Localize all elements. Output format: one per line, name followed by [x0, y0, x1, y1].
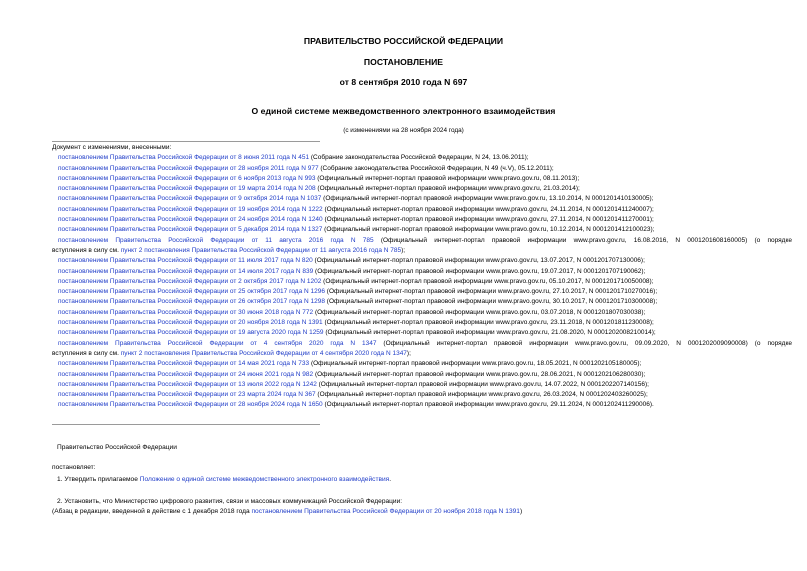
amendment-link[interactable]: постановлением Правительства Российской Федерации от 4 сентября 2020 года N 1347 — [58, 339, 377, 347]
amendment-item — [52, 390, 792, 400]
amendment-items — [52, 153, 792, 410]
item-2-note-link[interactable]: постановлением Правительства Российской Федерации от 20 ноября 2018 года N 1391 — [251, 508, 520, 515]
continuation-text: вступления в силу см. — [52, 349, 121, 357]
issuing-authority: ПРАВИТЕЛЬСТВО РОССИЙСКОЙ ФЕДЕРАЦИИ — [303, 36, 504, 46]
amendment-continuation — [52, 349, 792, 359]
amendment-link[interactable]: постановлением Правительства Российской Федерации от 28 ноября 2024 года N 1650 — [58, 401, 323, 409]
amendment-source: (Официальный интернет-портал правовой информации www.pravo.gov.ru, 27.10.2017, N 0001201710270016); — [324, 288, 658, 296]
amendment-link[interactable]: постановлением Правительства Российской Федерации от 14 мая 2021 года N 733 — [58, 360, 310, 368]
item-2-note-prefix: (Абзац в редакции, введенной в действие с 1 декабря 2018 года — [52, 508, 252, 515]
continuation-end: ); — [401, 246, 406, 254]
amendment-link[interactable]: постановлением Правительства Российской Федерации от 23 марта 2024 года N 367 — [58, 391, 316, 399]
amendment-source: (Официальный интернет-портал правовой информации www.pravo.gov.ru, 26.03.2024, N 0001202403260025); — [315, 391, 648, 399]
amendment-link[interactable]: постановлением Правительства Российской Федерации от 13 июля 2022 года N 1242 — [58, 380, 317, 388]
amendment-continuation — [52, 246, 792, 256]
top-divider — [52, 141, 320, 142]
continuation-end: ); — [406, 349, 411, 357]
amendment-source: (Собрание законодательства Российской Федерации, N 24, 13.06.2011); — [309, 154, 529, 162]
item-1 — [57, 476, 391, 483]
amendment-item — [52, 153, 792, 163]
amendment-link[interactable]: постановлением Правительства Российской Федерации от 19 ноября 2014 года N 1222 — [58, 205, 323, 213]
amendment-link[interactable]: постановлением Правительства Российской Федерации от 11 августа 2016 года N 785 — [58, 236, 374, 244]
amendment-source: (Официальный интернет-портал правовой информации www.pravo.gov.ru, 13.07.2017, N 0001201707130006); — [312, 257, 645, 265]
revision-note: (с изменениями на 28 ноября 2024 года) — [343, 127, 464, 134]
amendment-item — [52, 287, 792, 297]
amendment-source: (Собрание законодательства Российской Федерации, N 49 (ч.V), 05.12.2011); — [318, 164, 554, 172]
amendments-list — [52, 143, 792, 411]
amendment-item — [52, 215, 792, 225]
amendment-item — [52, 359, 792, 369]
amendment-link[interactable]: постановлением Правительства Российской Федерации от 5 декабря 2014 года N 1327 — [58, 226, 323, 234]
amendment-link[interactable]: постановлением Правительства Российской Федерации от 19 августа 2020 года N 1259 — [58, 329, 324, 337]
amendment-item — [52, 370, 792, 380]
amendment-link[interactable]: постановлением Правительства Российской Федерации от 19 марта 2014 года N 208 — [58, 185, 316, 193]
amendment-link[interactable]: постановлением Правительства Российской Федерации от 2 октября 2017 года N 1202 — [58, 277, 322, 285]
amendment-source: (Официальный интернет-портал правовой информации www.pravo.gov.ru, 21.03.2014); — [315, 185, 580, 193]
amendment-source: (Официальный интернет-портал правовой информации www.pravo.gov.ru, 08.11.2013); — [315, 174, 580, 182]
amendment-link[interactable]: постановлением Правительства Российской Федерации от 28 ноября 2011 года N 977 — [58, 164, 319, 172]
decides-line: постановляет: — [52, 464, 96, 471]
amendment-item — [52, 400, 792, 410]
amendment-item — [52, 339, 792, 349]
amendment-source: (Официальный интернет-портал правовой информации www.pravo.gov.ru, 13.10.2014, N 0001201410130005); — [321, 195, 654, 203]
amendment-item — [52, 267, 792, 277]
amendment-item — [52, 225, 792, 235]
amendment-item — [52, 194, 792, 204]
document-type: ПОСТАНОВЛЕНИЕ — [363, 57, 444, 67]
amendment-source: (Официальный интернет-портал правовой информации www.pravo.gov.ru, 30.10.2017, N 0001201710300008); — [324, 298, 658, 306]
amendment-source: (Официальный интернет-портал правовой информации www.pravo.gov.ru, 27.11.2014, N 0001201411270001); — [322, 216, 654, 224]
item-1-suffix: . — [389, 476, 392, 483]
amendment-item — [52, 297, 792, 307]
amendment-item — [52, 184, 792, 194]
bottom-divider — [52, 424, 320, 425]
amendment-link[interactable]: постановлением Правительства Российской Федерации от 11 июля 2017 года N 820 — [58, 257, 313, 265]
amendment-source: (Официальный интернет-портал правовой информации www.pravo.gov.ru, 14.07.2022, N 0001202207140156); — [316, 380, 649, 388]
amendment-source: (Официальный интернет-портал правовой информации www.pravo.gov.ru, 09.09.2020, N 0001202009090008) (о порядке — [376, 339, 792, 347]
amendment-item — [52, 174, 792, 184]
amendment-source: (Официальный интернет-портал правовой информации www.pravo.gov.ru, 24.11.2014, N 0001201411240007); — [322, 205, 654, 213]
continuation-text: вступления в силу см. — [52, 246, 121, 254]
item-2-note-suffix: ) — [519, 508, 523, 515]
amendment-link[interactable]: постановлением Правительства Российской Федерации от 9 октября 2014 года N 1037 — [58, 195, 322, 203]
document-title: О единой системе межведомственного электронного взаимодействия — [251, 106, 556, 116]
amendment-source: (Официальный интернет-портал правовой информации www.pravo.gov.ru, 19.07.2017, N 0001201707190062); — [313, 267, 646, 275]
amendment-item — [52, 380, 792, 390]
amendment-source: (Официальный интернет-портал правовой информации www.pravo.gov.ru, 23.11.2018, N 0001201811230008); — [322, 319, 654, 327]
amendment-link[interactable]: постановлением Правительства Российской Федерации от 24 июня 2021 года N 982 — [58, 370, 314, 378]
continuation-link[interactable]: пункт 2 постановления Правительства Российской Федерации от 4 сентября 2020 года N 1347 — [120, 349, 407, 357]
item-2-note — [52, 508, 522, 515]
amendment-item — [52, 205, 792, 215]
amendment-source: (Официальный интернет-портал правовой информации www.pravo.gov.ru, 18.05.2021, N 0001202105180005); — [309, 360, 642, 368]
amendment-item — [52, 164, 792, 174]
amendment-link[interactable]: постановлением Правительства Российской Федерации от 25 октября 2017 года N 1296 — [58, 288, 325, 296]
amendment-source: (Официальный интернет-портал правовой информации www.pravo.gov.ru, 29.11.2024, N 0001202411290006). — [322, 401, 654, 409]
amendment-item — [52, 318, 792, 328]
amendment-link[interactable]: постановлением Правительства Российской Федерации от 30 июня 2018 года N 772 — [58, 308, 314, 316]
amendment-source: (Официальный интернет-портал правовой информации www.pravo.gov.ru, 16.08.2016, N 0001201608160005) (о порядке — [373, 236, 792, 244]
item-2: 2. Установить, что Министерство цифрового развития, связи и массовых коммуникаций Российской Федерации: — [57, 498, 403, 505]
amendment-item — [52, 328, 792, 338]
amendment-item — [52, 308, 792, 318]
document-date-number: от 8 сентября 2010 года N 697 — [339, 77, 468, 87]
item-1-prefix: 1. Утвердить прилагаемое — [57, 476, 140, 483]
amendment-source: (Официальный интернет-портал правовой информации www.pravo.gov.ru, 28.06.2021, N 0001202106280030); — [313, 370, 646, 378]
amendment-item — [52, 256, 792, 266]
amendment-link[interactable]: постановлением Правительства Российской Федерации от 24 ноября 2014 года N 1240 — [58, 216, 323, 224]
amendments-intro: Документ с изменениями, внесенными: — [52, 144, 172, 151]
continuation-link[interactable]: пункт 2 постановления Правительства Российской Федерации от 11 августа 2016 года N 785 — [120, 246, 402, 254]
amendment-item — [52, 277, 792, 287]
amendment-source: (Официальный интернет-портал правовой информации www.pravo.gov.ru, 03.07.2018, N 0001201807030038); — [313, 308, 646, 316]
amendment-link[interactable]: постановлением Правительства Российской Федерации от 26 октября 2017 года N 1298 — [58, 298, 325, 306]
amendment-link[interactable]: постановлением Правительства Российской Федерации от 14 июля 2017 года N 839 — [58, 267, 314, 275]
amendment-item — [52, 236, 792, 246]
amendment-link[interactable]: постановлением Правительства Российской Федерации от 6 ноября 2013 года N 993 — [58, 174, 316, 182]
amendment-link[interactable]: постановлением Правительства Российской Федерации от 20 ноября 2018 года N 1391 — [58, 319, 323, 327]
authority-line: Правительство Российской Федерации — [57, 444, 177, 451]
amendment-source: (Официальный интернет-портал правовой информации www.pravo.gov.ru, 05.10.2017, N 0001201710050008); — [321, 277, 654, 285]
amendment-source: (Официальный интернет-портал правовой информации www.pravo.gov.ru, 21.08.2020, N 0001202008210014); — [323, 329, 656, 337]
amendment-source: (Официальный интернет-портал правовой информации www.pravo.gov.ru, 10.12.2014, N 0001201412100023); — [322, 226, 655, 234]
regulation-link[interactable]: Положение о единой системе межведомственного электронного взаимодействия — [139, 476, 390, 483]
amendment-link[interactable]: постановлением Правительства Российской Федерации от 8 июня 2011 года N 451 — [58, 154, 310, 162]
